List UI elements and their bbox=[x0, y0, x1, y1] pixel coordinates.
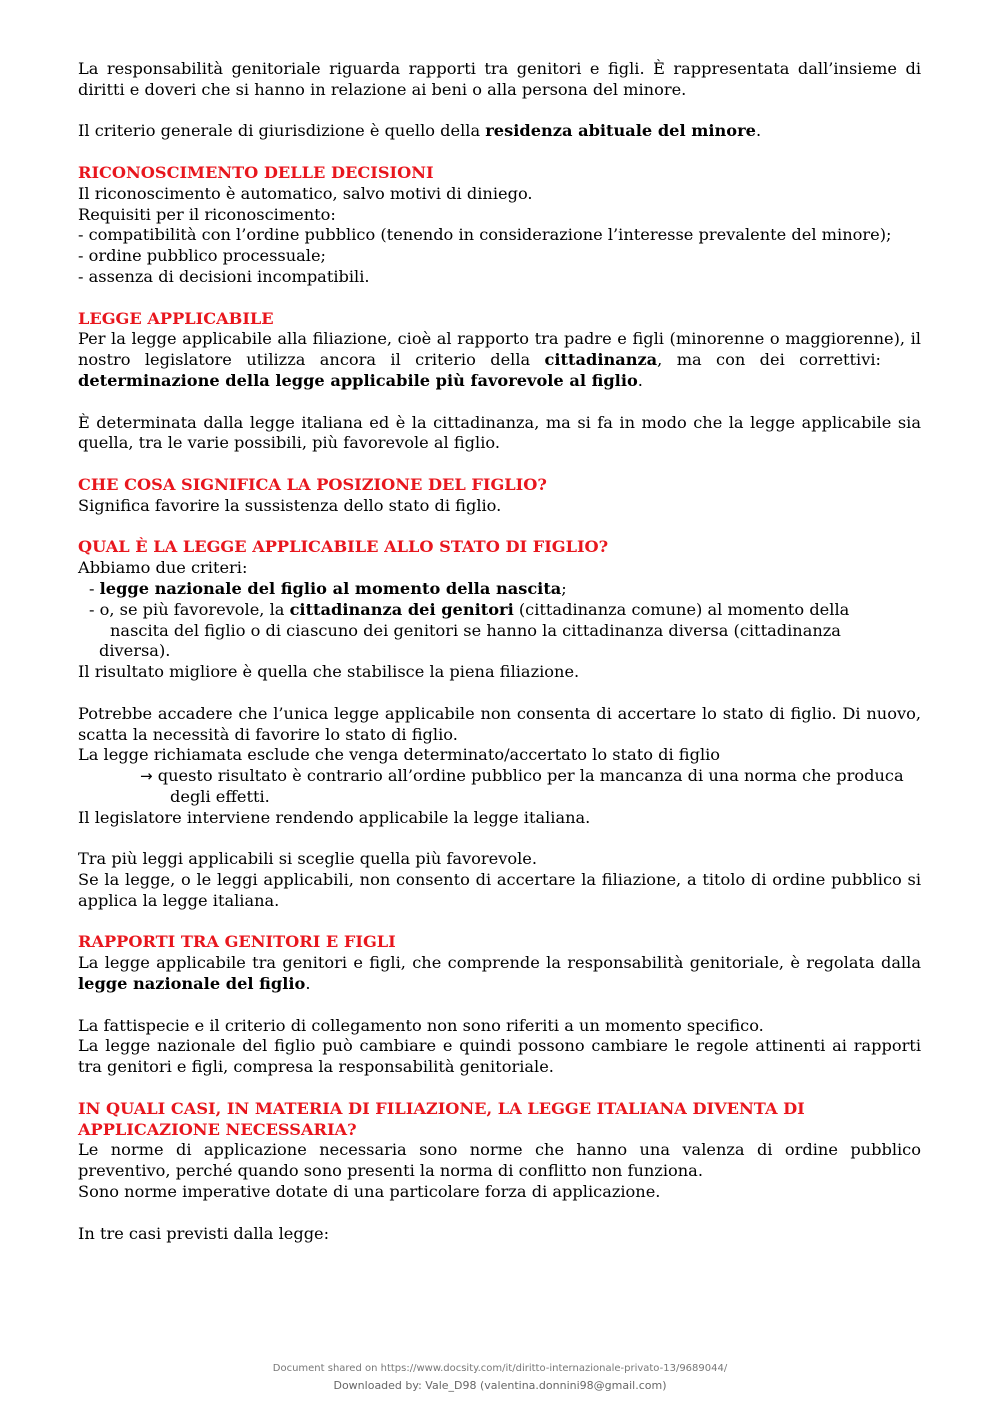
page-footer bbox=[0, 1360, 1000, 1394]
list-item: - assenza di decisioni incompatibili. bbox=[78, 266, 370, 286]
bold-text: legge nazionale del figlio al momento della nascita bbox=[99, 578, 562, 598]
text: . bbox=[755, 121, 762, 141]
text: Il criterio generale di giurisdizione è quello della bbox=[78, 121, 486, 141]
text: . bbox=[637, 370, 643, 390]
paragraph: In tre casi previsti dalla legge: bbox=[78, 1223, 330, 1243]
paragraph bbox=[78, 329, 921, 391]
intro-paragraph: La responsabilità genitoriale riguarda rapporti tra genitori e figli. È rappresentata dall’insieme di diritti e doveri che si hanno in relazione ai beni o alla persona del minore. bbox=[78, 59, 921, 99]
list-item-continuation: diversa). bbox=[99, 641, 171, 661]
paragraph-continuation: degli effetti. bbox=[170, 786, 270, 806]
paragraph: Significa favorire la sussistenza dello stato di figlio. bbox=[78, 495, 502, 515]
downloaded-by-text: Downloaded by: Vale_D98 (valentina.donnini98@gmail.com) bbox=[333, 1379, 667, 1392]
paragraph: Le norme di applicazione necessaria sono norme che hanno una valenza di ordine pubblico preventivo, perché quando sono presenti la norma di conflitto non funziona. bbox=[78, 1140, 921, 1181]
bold-text: determinazione della legge applicabile più favorevole al figlio bbox=[78, 370, 638, 390]
paragraph: Abbiamo due criteri: bbox=[78, 558, 248, 578]
list-item bbox=[78, 600, 921, 621]
bold-text: residenza abituale del minore bbox=[485, 121, 756, 141]
text: La legge applicabile tra genitori e figli, che comprende la responsabilità genitoriale, è regolata dalla bbox=[78, 953, 921, 973]
text: Per la legge applicabile alla filiazione, cioè al rapporto tra padre e figli (minorenne o maggiorenne), il nostro legislatore utilizza ancora il criterio della bbox=[78, 329, 921, 370]
arrow-paragraph bbox=[78, 766, 921, 787]
text: questo risultato è contrario all’ordine pubblico per la mancanza di una norma che produca bbox=[152, 766, 904, 786]
list-item: - ordine pubblico processuale; bbox=[78, 246, 327, 266]
bold-text: cittadinanza bbox=[544, 350, 658, 370]
section-heading: QUAL È LA LEGGE APPLICABILE ALLO STATO DI FIGLIO? bbox=[78, 537, 609, 557]
shared-link-text: Document shared on https://www.docsity.com/it/diritto-internazionale-privato-13/9689044/ bbox=[272, 1363, 728, 1374]
document-page bbox=[78, 59, 921, 1244]
text: - o, se più favorevole, la bbox=[89, 599, 290, 619]
text: (cittadinanza comune) al momento della bbox=[513, 599, 850, 619]
list-item-continuation: nascita del figlio o di ciascuno dei genitori se hanno la cittadinanza diversa (cittadinanza bbox=[110, 620, 841, 640]
paragraph: La legge richiamata esclude che venga determinato/accertato lo stato di figlio bbox=[78, 745, 721, 765]
paragraph: Tra più leggi applicabili si sceglie quella più favorevole. bbox=[78, 849, 538, 869]
paragraph: Il legislatore interviene rendendo applicabile la legge italiana. bbox=[78, 807, 591, 827]
bold-text: legge nazionale del figlio bbox=[78, 974, 306, 994]
list-item bbox=[78, 579, 921, 600]
paragraph: Il risultato migliore è quella che stabilisce la piena filiazione. bbox=[78, 662, 580, 682]
section-heading: CHE COSA SIGNIFICA LA POSIZIONE DEL FIGLIO? bbox=[78, 474, 547, 494]
bold-text: cittadinanza dei genitori bbox=[289, 599, 514, 619]
section-heading: LEGGE APPLICABILE bbox=[78, 308, 274, 328]
section-heading: RICONOSCIMENTO DELLE DECISIONI bbox=[78, 162, 434, 182]
paragraph: Sono norme imperative dotate di una particolare forza di applicazione. bbox=[78, 1182, 661, 1202]
paragraph bbox=[78, 953, 921, 995]
paragraph: La fattispecie e il criterio di collegamento non sono riferiti a un momento specifico. bbox=[78, 1015, 764, 1035]
section-heading: IN QUALI CASI, IN MATERIA DI FILIAZIONE, LA LEGGE ITALIANA DIVENTA DI APPLICAZIONE NECESSARIA? bbox=[78, 1098, 805, 1139]
paragraph: Se la legge, o le leggi applicabili, non consento di accertare la filiazione, a titolo di ordine pubblico si applica la legge italiana. bbox=[78, 870, 921, 910]
text: . bbox=[305, 974, 311, 994]
paragraph: È determinata dalla legge italiana ed è la cittadinanza, ma si fa in modo che la legge applicabile sia quella, tra le varie possibili, più favorevole al figlio. bbox=[78, 412, 921, 453]
list-item: - compatibilità con l’ordine pubblico (tenendo in considerazione l’interesse prevalente del minore); bbox=[78, 225, 892, 245]
section-heading: RAPPORTI TRA GENITORI E FIGLI bbox=[78, 932, 396, 952]
paragraph: Potrebbe accadere che l’unica legge applicabile non consenta di accertare lo stato di figlio. Di nuovo, scatta la necessità di favorire lo stato di figlio. bbox=[78, 703, 921, 744]
jurisdiction-paragraph bbox=[78, 121, 921, 142]
paragraph: Requisiti per il riconoscimento: bbox=[78, 204, 336, 224]
text: ; bbox=[561, 578, 567, 598]
text: - bbox=[89, 578, 100, 598]
text: , ma con dei correttivi: bbox=[657, 350, 881, 370]
paragraph: Il riconoscimento è automatico, salvo motivi di diniego. bbox=[78, 183, 533, 203]
arrow-right-icon: → bbox=[140, 767, 153, 786]
paragraph: La legge nazionale del figlio può cambiare e quindi possono cambiare le regole attinenti ai rapporti tra genitori e figli, compresa la responsabilità genitoriale. bbox=[78, 1036, 921, 1077]
